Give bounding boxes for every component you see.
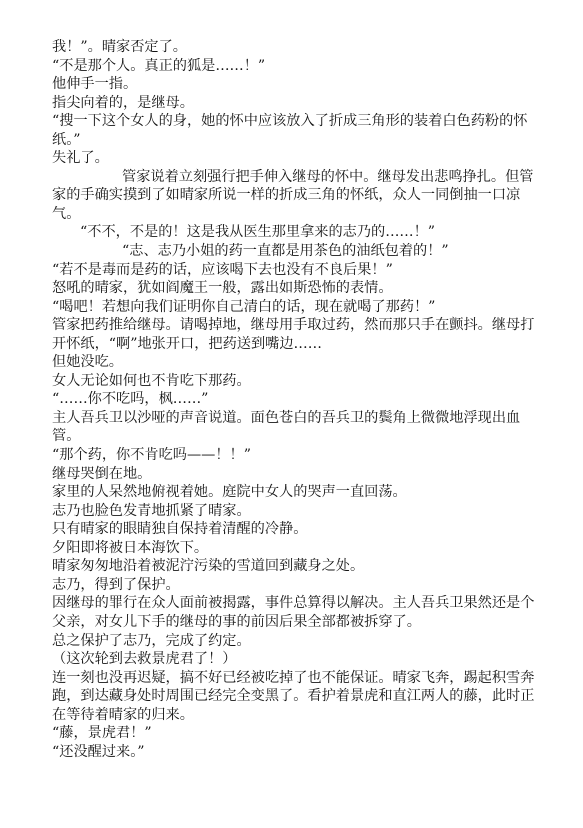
paragraph: 志乃，得到了保护。 — [52, 576, 180, 593]
paragraph: 失礼了。 — [52, 150, 109, 167]
paragraph: 主人吾兵卫以沙哑的声音说道。面色苍白的吾兵卫的鬓角上微微地浮现出血管。 — [52, 409, 521, 445]
paragraph: 总之保护了志乃，完成了约定。 — [52, 632, 251, 649]
paragraph: 指尖向着的，是继母。 — [52, 94, 194, 111]
paragraph: “不不，不是的！这是我从医生那里拿来的志乃的……！” — [80, 224, 436, 241]
paragraph: 怒吼的晴家，犹如阎魔王一般，露出如斯恐怖的表情。 — [52, 280, 393, 297]
paragraph: “喝吧！若想向我们证明你自己清白的话，现在就喝了那药！” — [52, 298, 436, 315]
paragraph: 晴家匆匆地沿着被泥泞污染的雪道回到藏身之处。 — [52, 558, 365, 575]
paragraph: 他伸手一指。 — [52, 76, 138, 93]
paragraph: 女人无论如何也不肯吃下那药。 — [52, 372, 251, 389]
paragraph: 连一刻也没再迟疑，搞不好已经被吃掉了也不能保证。晴家飞奔，踢起积雪奔跑，到达藏身处时周围已经完全变黑了。看护着景虎和直江两人的藤，此时正在等待着晴家的归来。 — [52, 669, 535, 723]
paragraph: 我！”。晴家否定了。 — [52, 39, 187, 55]
paragraph: “……你不吃吗，枫……” — [52, 391, 209, 408]
paragraph: 继母哭倒在地。 — [52, 465, 152, 482]
paragraph: 管家说着立刻强行把手伸入继母的怀中。继母发出悲鸣挣扎。但管家的手确实摸到了如晴家所说一样的折成三角的怀纸，众人一同倒抽一口凉气。 — [52, 168, 534, 222]
paragraph: （这次轮到去救景虎君了！） — [52, 651, 237, 668]
paragraph: “还没醒过来。” — [52, 743, 145, 760]
paragraph: 志乃也脸色发青地抓紧了晴家。 — [52, 502, 251, 519]
paragraph: “藤，景虎君！” — [52, 725, 152, 742]
paragraph: 但她没吃。 — [52, 354, 123, 371]
paragraph: “那个药，你不肯吃吗——！！” — [52, 447, 251, 464]
paragraph: “志、志乃小姐的药一直都是用茶色的油纸包着的！” — [122, 243, 449, 260]
paragraph: 夕阳即将被日本海饮下。 — [52, 539, 209, 556]
paragraph: 管家把药推给继母。请喝掉地，继母用手取过药，然而那只手在颤抖。继母打开怀纸，“啊”地张开口，把药送到嘴边…… — [52, 317, 535, 352]
paragraph: “搜一下这个女人的身，她的怀中应该放入了折成三角形的装着白色药粉的怀纸。” — [52, 113, 528, 148]
paragraph: 家里的人呆然地俯视着她。庭院中女人的哭声一直回荡。 — [52, 484, 407, 501]
paragraph: 因继母的罪行在众人面前被揭露，事件总算得以解决。主人吾兵卫果然还是个父亲，对女儿下手的继母的事的前因后果全部都被拆穿了。 — [52, 595, 535, 630]
paragraph: “不是那个人。真正的狐是……！” — [52, 57, 266, 74]
paragraph: “若不是毒而是药的话，应该喝下去也没有不良后果！” — [52, 261, 393, 278]
paragraph: 只有晴家的眼睛独自保持着清醒的冷静。 — [52, 521, 308, 538]
